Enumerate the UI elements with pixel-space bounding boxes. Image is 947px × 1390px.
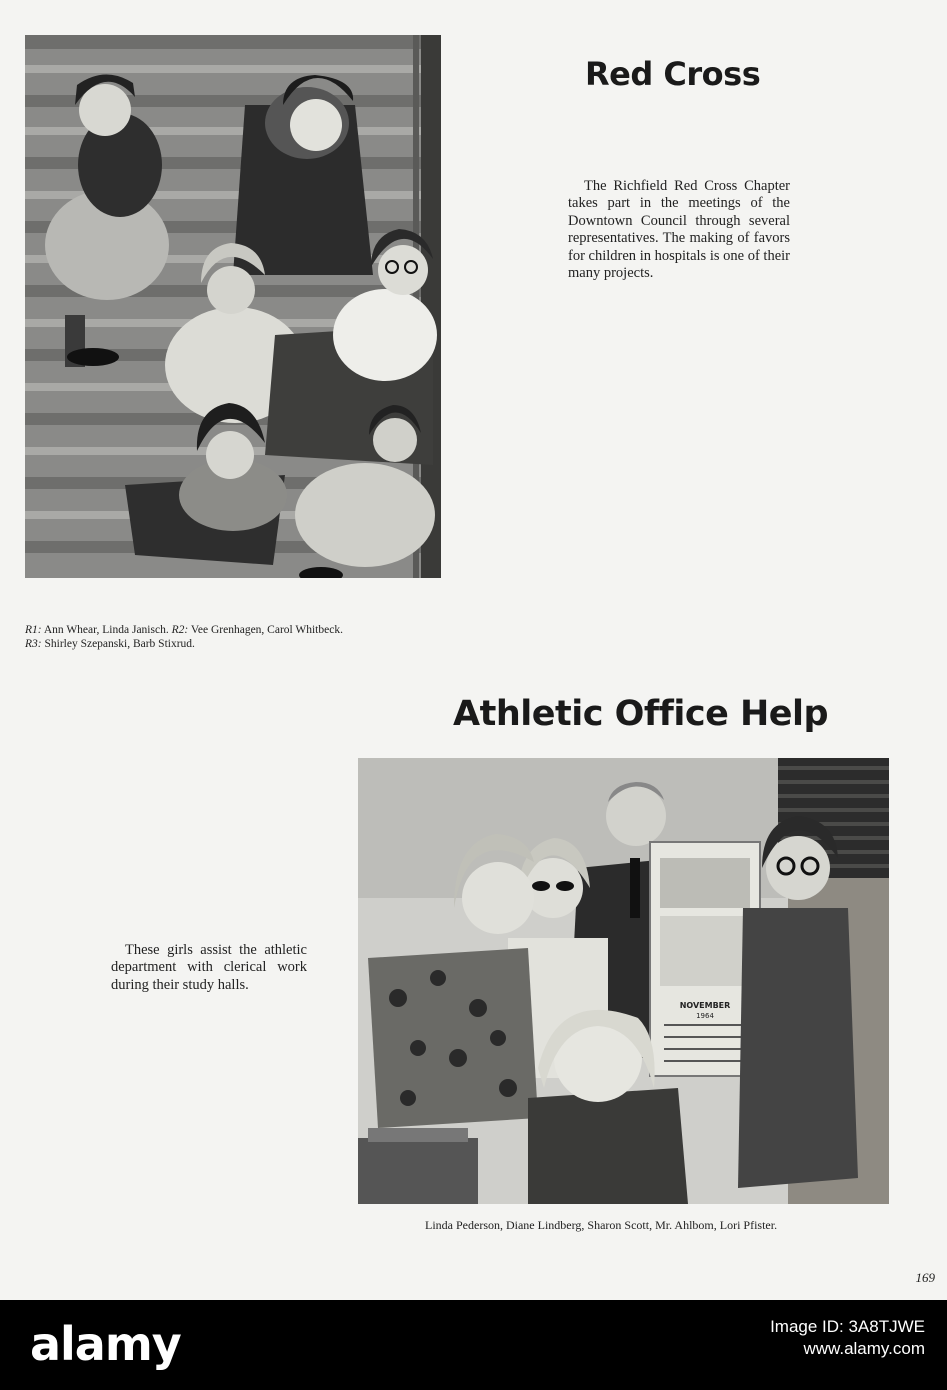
athletic-caption: Linda Pederson, Diane Lindberg, Sharon Scott, Mr. Ahlbom, Lori Pfister. <box>425 1218 778 1232</box>
page-number: 169 <box>915 1270 935 1285</box>
caption-row-names-r2: Vee Grenhagen, Carol Whitbeck. <box>190 624 343 636</box>
red-cross-description <box>568 178 790 282</box>
caption-row-label-r3: R3: <box>25 637 42 650</box>
caption-row-label-r1: R1: <box>25 624 42 636</box>
alamy-logo-text: alamy <box>30 1320 181 1370</box>
athletic-description-text: These girls assist the athletic department with clerical work during their study halls. <box>111 942 307 993</box>
image-site: www.alamy.com <box>803 1339 925 1358</box>
alamy-logo <box>30 1320 230 1370</box>
red-cross-caption-line-2 <box>25 638 343 652</box>
athletic-office-photo <box>358 758 889 1204</box>
red-cross-caption <box>25 624 343 651</box>
red-cross-photo <box>25 35 441 578</box>
image-id-block <box>770 1316 925 1360</box>
calendar-month-label: NOVEMBER <box>679 1001 731 1010</box>
red-cross-description-text: The Richfield Red Cross Chapter takes part in the meetings of the Downtown Council through several representatives. The making of favors for children in hospitals is one of their many projects. <box>568 178 790 282</box>
image-id: Image ID: 3A8TJWE <box>770 1317 925 1336</box>
red-cross-title: Red Cross <box>585 55 761 93</box>
watermark-footer <box>0 1300 947 1390</box>
athletic-description <box>111 942 307 994</box>
red-cross-caption-line-1 <box>25 624 343 638</box>
caption-row-names-r3: Shirley Szepanski, Barb Stixrud. <box>44 637 195 650</box>
calendar-year-label: 1964 <box>696 1012 714 1020</box>
caption-row-label-r2: R2: <box>171 624 189 636</box>
athletic-office-title: Athletic Office Help <box>453 694 829 734</box>
caption-row-names-r1: Ann Whear, Linda Janisch. <box>43 624 169 636</box>
